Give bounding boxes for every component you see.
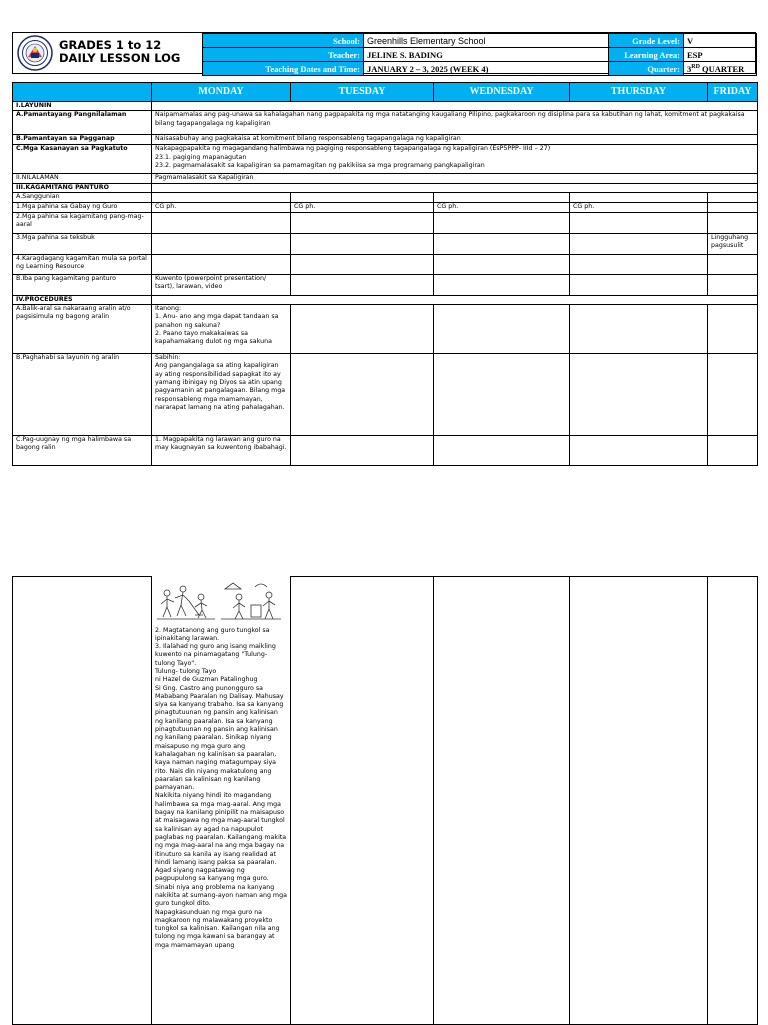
table-row (13, 436, 758, 466)
table-row (13, 174, 758, 183)
dates-value: JANUARY 2 – 3, 2025 (WEEK 4) (364, 62, 609, 76)
row-label-balik-aral: A.Balik-aral sa nakaraang aralin at/o pagsisimula ng bagong aralin (13, 305, 152, 354)
empty-cell (291, 254, 434, 274)
gabay-tuesday: CG ph. (291, 202, 434, 212)
gabay-wednesday: CG ph. (434, 202, 570, 212)
empty-cell (434, 192, 570, 202)
empty-cell (434, 305, 570, 354)
gabay-monday: CG ph. (152, 202, 291, 212)
lesson-log-header (12, 32, 756, 74)
teacher-label: Teacher: (203, 48, 364, 62)
empty-cell (434, 354, 570, 436)
empty-cell (708, 436, 758, 466)
iba-monday: Kuwento (powerpoint presentation/ tsart), larawan, video (152, 274, 291, 295)
empty-cell (570, 233, 708, 254)
row-label-iba: B.Iba pang kagamitang panturo (13, 274, 152, 295)
section-kagamitan: III.KAGAMITANG PANTURO (13, 183, 152, 192)
teacher-value: JELINE S. BADING (364, 48, 609, 62)
learning-area-label: Learning Area: (609, 48, 684, 62)
empty-cell (570, 436, 708, 466)
story-text: 2. Magtatanong ang guro tungkol sa ipinakitang larawan. 3. Ilalahad ng guro ang isang maikling kuwento na pinamagatang "Tulung-tulong Tayo". Tulung- tulong Tayo ni Hazel de Guzman Patalinghug Si Gng. Castro ang punongguro sa Mababang Paaralan ng Dalisay. Mahusay siya sa kanyang trabaho. Isa sa kanyang pinagtutuunan ng pansin ang kalinisan ng kanilang paaralan. Isa sa kanyang pinagtutuunan ng pansin ang kalinisan ng kanilang paaralan. Sinikap niyang maisapuso ng mga guro ang kahalagahan ng kalinisan sa paaralan, kaya naman naging matagumpay siya rito. Nais din niyang makatulong ang paaralan sa kalinisan ng kanilang pamayanan. Nakikita niyang hindi ito magandang halimbawa sa mga mag-aaral. Ang mga bagay na kanilang pinipilit na maisapuso at maisagawa ng mga mag-aaral tungkol sa kalinisan ay agad na napupulot paglabas ng paaralan. Kailangang makita ng mga mag-aaral na ang mga bagay na itinuturo sa kanila ay isang realidad at hindi lamang isang paksa sa paaralan. Agad siyang nagpatawag ng pagpupulong sa kanyang mga guro. Sinabi niya ang problema na kanyang nakikita at sumang-ayon naman ang mga guro tungkol dito. Napagkasunduan ng mga guro na magkaroon ng malawakang proyekto tungkol sa kalinisan. Kailangan nila ang tulong ng mga kawani sa barangay at mga mamamayan upang (155, 626, 287, 949)
row-label-paghahabi: B.Paghahabi sa layunin ng aralin (13, 354, 152, 436)
day-friday: FRIDAY (708, 83, 758, 102)
row-label-kagamitan-mag-aaral: 2.Mga pahina sa kagamitang pang-mag-aaral (13, 212, 152, 233)
pamantayang-text: Naipamamalas ang pag-unawa sa kahalagahan nang pagpapakita ng mga natatanging kaugaliang Pilipino, pagkakaroon ng disiplina para sa kabutihan ng lahat, komitment at pagkakaisa bilang tagapangalaga ng kapaligiran (152, 111, 758, 135)
table-row (13, 192, 758, 202)
kasanayan-line: 23.2. pagmamalasakit sa kapaligiran sa pamamagitan ng pakikiisa sa mga programang pangkapaligiran (155, 161, 485, 169)
empty-cell (291, 274, 434, 295)
row-label-pamantayang: A.Pamantayang Pangnilalaman (13, 111, 152, 135)
empty-cell (570, 354, 708, 436)
school-value: Greenhills Elementary School (364, 34, 609, 48)
empty-cell (291, 305, 434, 354)
deped-seal-icon (17, 35, 53, 71)
children-cleaning-illustration (155, 579, 283, 625)
empty-cell (291, 436, 434, 466)
table-row (13, 577, 758, 1025)
empty-cell (708, 354, 758, 436)
row-label-sanggunian: A.Sanggunian (13, 192, 152, 202)
school-label: School: (203, 34, 364, 48)
table-row (13, 202, 758, 212)
table-row (13, 102, 758, 111)
empty-cell (708, 212, 758, 233)
grade-level-value: V (684, 34, 757, 48)
empty-cell (152, 295, 758, 304)
empty-cell (152, 254, 291, 274)
quarter-number: 3 (687, 63, 692, 74)
empty-cell (570, 212, 708, 233)
empty-cell (434, 233, 570, 254)
section-layunin: I.LAYUNIN (13, 102, 152, 111)
quarter-label: Quarter: (609, 62, 684, 76)
row-label-gabay: 1.Mga pahina sa Gabay ng Guro (13, 202, 152, 212)
quarter-value (684, 62, 757, 76)
empty-cell (152, 233, 291, 254)
row-label-pagganap: B.Pamantayan sa Pagganap (13, 135, 152, 145)
empty-cell (291, 354, 434, 436)
empty-cell (291, 212, 434, 233)
table-row (13, 111, 758, 135)
table-row (13, 274, 758, 295)
row-label-paguugnay: C.Pag-uugnay ng mga halimbawa sa bagong ralin (13, 436, 152, 466)
empty-cell (570, 192, 708, 202)
dates-label: Teaching Dates and Time: (203, 62, 364, 76)
empty-cell (570, 305, 708, 354)
teksbuk-friday: Lingguhang pagsusulit (708, 233, 758, 254)
empty-cell (152, 192, 291, 202)
empty-cell (434, 212, 570, 233)
nilalaman-text: Pagmamalasakit sa Kapaligiran (152, 174, 758, 183)
row-label-teksbuk: 3.Mga pahina sa teksbuk (13, 233, 152, 254)
table-row (13, 295, 758, 304)
empty-cell (152, 183, 758, 192)
paghahabi-monday: Sabihin: Ang pangangalaga sa ating kapaligiran ay ating responsibilidad sapagkat ito ay yamang ibinigay ng Diyos sa atin upang pagyamanin at pangalagaan. Bilang mga responsableng mga mamamayan, nararapat lamang na ating pahalagahan. (152, 354, 291, 436)
log-title (59, 39, 180, 65)
empty-cell (570, 274, 708, 295)
empty-cell (434, 274, 570, 295)
table-row (13, 254, 758, 274)
empty-cell (708, 202, 758, 212)
table-row (13, 233, 758, 254)
balik-aral-monday: Itanong: 1. Anu- ano ang mga dapat tandaan sa panahon ng sakuna? 2. Paano tayo makakaiwas sa kapahamakang dulot ng mga sakuna (152, 305, 291, 354)
empty-cell (708, 274, 758, 295)
empty-cell (13, 577, 152, 1025)
table-row (13, 145, 758, 174)
section-procedures: IV.PROCEDURES (13, 295, 152, 304)
empty-cell (152, 102, 758, 111)
table-row (13, 183, 758, 192)
empty-cell (708, 305, 758, 354)
quarter-text: QUARTER (702, 63, 745, 74)
empty-cell (152, 212, 291, 233)
gabay-thursday: CG ph. (570, 202, 708, 212)
table-row (13, 135, 758, 145)
day-monday: MONDAY (152, 83, 291, 102)
header-info-table (202, 33, 757, 76)
empty-cell (291, 192, 434, 202)
pagganap-text: Naisasabuhay ang pagkakaisa at komitment bilang responsableng tagapangalaga ng kapaligiran (152, 135, 758, 145)
learning-area-value: ESP (684, 48, 757, 62)
kasanayan-line: Nakapagpapakita ng magagandang halimbawa ng pagiging responsableng tagapangalaga ng kapaligiran (EsP5PPP- IIId – 27) (155, 145, 551, 153)
empty-cell (570, 254, 708, 274)
grade-level-label: Grade Level: (609, 34, 684, 48)
lesson-table (12, 82, 758, 466)
empty-cell (708, 577, 758, 1025)
quarter-suffix: RD (691, 63, 700, 70)
table-row (13, 305, 758, 354)
empty-cell (434, 254, 570, 274)
empty-cell (291, 233, 434, 254)
title-line-2: DAILY LESSON LOG (59, 51, 181, 65)
day-thursday: THURSDAY (570, 83, 708, 102)
day-header-row (13, 83, 758, 102)
day-tuesday: TUESDAY (291, 83, 434, 102)
row-label-kasanayan: C.Mga Kasanayan sa Pagkatuto (13, 145, 152, 174)
corner-cell (13, 83, 152, 102)
empty-cell (708, 254, 758, 274)
table-row (13, 212, 758, 233)
kasanayan-text (152, 145, 758, 174)
title-line-1: GRADES 1 to 12 (59, 38, 162, 52)
kasanayan-line: 23.1. pagiging mapanagutan (155, 153, 247, 161)
row-label-nilalaman: II.NILALAMAN (13, 174, 152, 183)
story-cell-monday (152, 577, 291, 1025)
empty-cell (291, 577, 434, 1025)
empty-cell (434, 577, 570, 1025)
empty-cell (570, 577, 708, 1025)
paguugnay-monday: 1. Magpapakita ng larawan ang guro na may kaugnayan sa kuwentong ibabahagi. (152, 436, 291, 466)
empty-cell (708, 192, 758, 202)
row-label-karagdagang: 4.Karagdagang kagamitan mula sa portal ng Learning Resource (13, 254, 152, 274)
lesson-table-continued (12, 576, 758, 1025)
table-row (13, 354, 758, 436)
day-wednesday: WEDNESDAY (434, 83, 570, 102)
empty-cell (434, 436, 570, 466)
